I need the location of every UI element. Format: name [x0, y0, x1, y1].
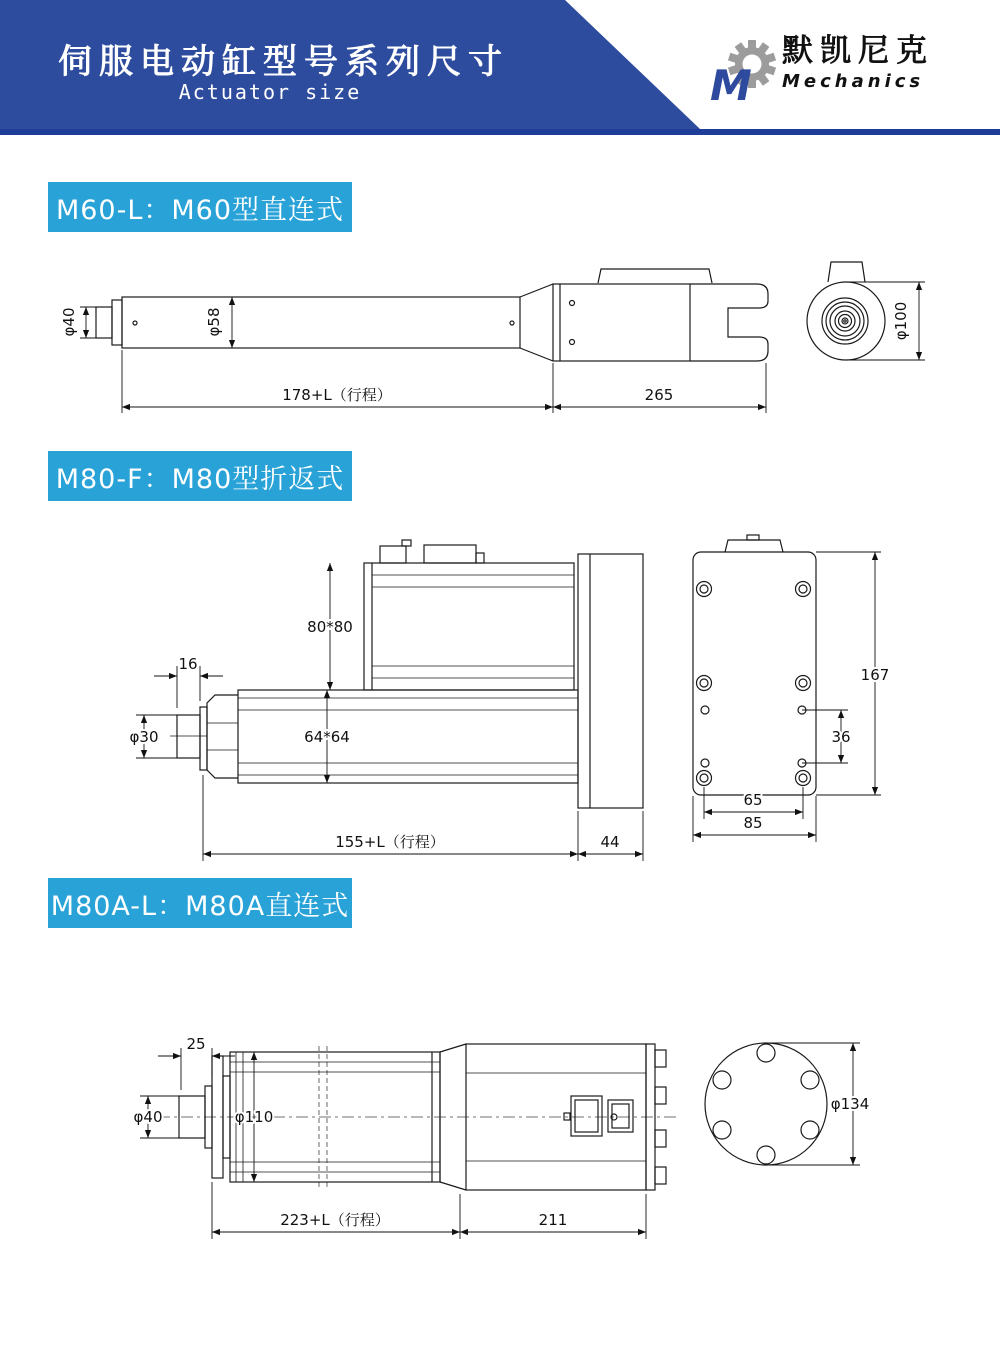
logo-m: M — [710, 61, 752, 110]
dim-m60-body-diameter: φ58 — [205, 307, 223, 337]
section-label-m80al: M80A-L：M80A直连式 — [48, 878, 352, 928]
dim-m60-rear-length: 265 — [644, 386, 674, 404]
gear-icon — [710, 40, 776, 110]
dim-m80f-stroke-length: 155+L（行程） — [335, 833, 445, 851]
m80al-end-view — [705, 1043, 827, 1165]
dim-m80f-plate-thickness: 44 — [600, 833, 620, 851]
m80f-end-view — [693, 535, 816, 795]
dim-m80al-stroke-length: 223+L（行程） — [280, 1211, 390, 1229]
section-label-m60l: M60-L：M60型直连式 — [48, 182, 352, 232]
m80al-drawing — [100, 1010, 980, 1245]
dim-m80al-body-diameter: φ110 — [234, 1108, 274, 1126]
m60-drawing — [60, 250, 960, 440]
dim-m80f-plate-width: 85 — [743, 814, 763, 832]
brand-name-en: Mechanics — [782, 71, 925, 93]
brand-name-cn: 默凯尼克 — [782, 33, 934, 69]
dim-m80al-rod-extension: 25 — [186, 1035, 206, 1053]
m80f-dimension-lines — [136, 552, 881, 861]
m80al-dimension-lines — [140, 1043, 860, 1239]
dim-m80f-rod-diameter: φ30 — [129, 728, 159, 746]
m60-end-view — [807, 262, 885, 360]
m60-side-view — [96, 269, 768, 361]
brand-text — [782, 34, 934, 92]
dim-m80al-rear-length: 211 — [538, 1211, 568, 1229]
dim-m60-rod-diameter: φ40 — [60, 307, 78, 337]
dim-m80f-plate-height: 167 — [860, 666, 890, 684]
dim-m80f-rod-extension: 16 — [178, 655, 198, 673]
section-label-m80f: M80-F：M80型折返式 — [48, 451, 352, 501]
dim-m80f-hole-gap: 36 — [831, 728, 851, 746]
dim-m60-stroke-length: 178+L（行程） — [282, 386, 392, 404]
dim-m80f-motor-square: 80*80 — [307, 618, 353, 636]
m80f-drawing — [100, 520, 980, 870]
header-underline — [0, 129, 1000, 135]
dim-m80f-body-square: 64*64 — [304, 728, 350, 746]
dim-m80al-rod-diameter: φ40 — [133, 1108, 163, 1126]
dim-m60-flange-diameter: φ100 — [892, 301, 910, 341]
page-title: 伺服电动缸型号系列尺寸 — [58, 42, 509, 82]
dim-m80al-flange-diameter: φ134 — [830, 1095, 870, 1113]
m80f-side-view — [170, 540, 643, 808]
dim-m80f-hole-span: 65 — [743, 791, 763, 809]
page-subtitle: Actuator size — [178, 80, 362, 104]
